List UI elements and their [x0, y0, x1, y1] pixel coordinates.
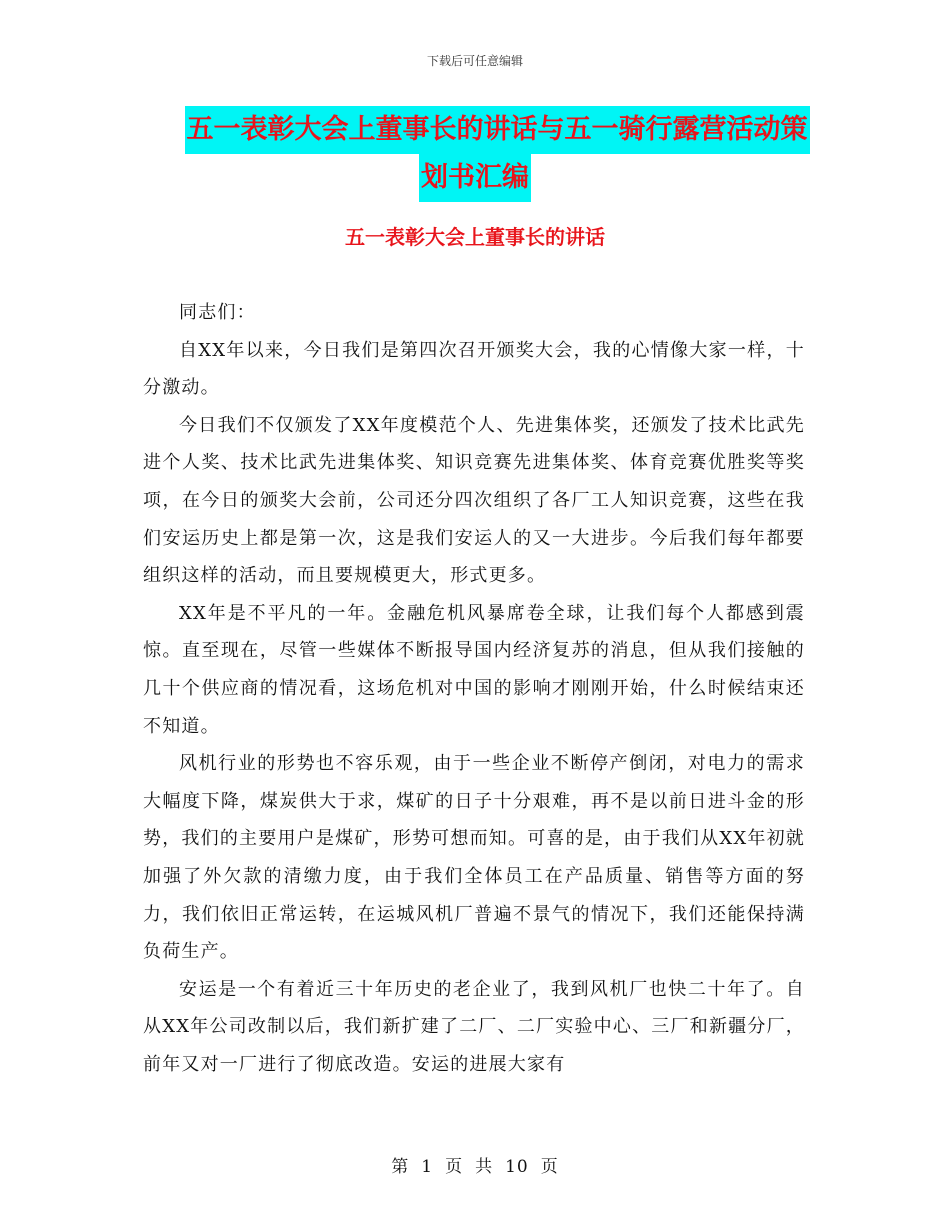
paragraph: 今日我们不仅颁发了XX年度模范个人、先进集体奖，还颁发了技术比武先进个人奖、技术比武先进集体奖、知识竞赛先进集体奖、体育竞赛优胜奖等奖项，在今日的颁奖大会前，公司还分四次组织了各厂工人知识竞赛，这些在我们安运历史上都是第一次，这是我们安运人的又一大进步。今后我们每年都要组织这样的活动，而且要规模更大，形式更多。	[143, 414, 805, 587]
footer-prefix: 第	[391, 1157, 410, 1177]
section-title: 五一表彰大会上董事长的讲话	[345, 225, 605, 249]
footer-total-pages: 10	[505, 1157, 529, 1177]
salutation: 同志们：	[179, 302, 256, 323]
paragraph: 安运是一个有着近三十年历史的老企业了，我到风机厂也快二十年了。自从XX年公司改制以后，我们新扩建了二厂、二厂实验中心、三厂和新疆分厂，前年又对一厂进行了彻底改造。安运的进展大家有	[143, 978, 805, 1075]
paragraph: 自XX年以来，今日我们是第四次召开颁奖大会，我的心情像大家一样，十分激动。	[143, 339, 805, 399]
paragraph: 风机行业的形势也不容乐观，由于一些企业不断停产倒闭，对电力的需求大幅度下降，煤炭供大于求，煤矿的日子十分艰难，再不是以前日进斗金的形势，我们的主要用户是煤矿，形势可想而知。可喜的是，由于我们从XX年初就加强了外欠款的清缴力度，由于我们全体员工在产品质量、销售等方面的努力，我们依旧正常运转，在运城风机厂普遍不景气的情况下，我们还能保持满负荷生产。	[143, 753, 805, 963]
page-footer	[0, 1152, 950, 1177]
document-body	[143, 294, 805, 1083]
footer-page-number: 1	[421, 1157, 434, 1177]
header-note: 下载后可任意编辑	[426, 54, 523, 68]
footer-page-word: 页	[445, 1157, 464, 1177]
main-title-line-2: 划书汇编	[419, 154, 531, 202]
footer-suffix: 页	[540, 1157, 559, 1177]
paragraph: XX年是不平凡的一年。金融危机风暴席卷全球，让我们每个人都感到震惊。直至现在，尽管一些媒体不断报导国内经济复苏的消息，但从我们接触的几十个供应商的情况看，这场危机对中国的影响才刚刚开始，什么时候结束还不知道。	[143, 602, 805, 737]
document-main-title	[0, 106, 950, 202]
main-title-line-1: 五一表彰大会上董事长的讲话与五一骑行露营活动策	[185, 106, 810, 154]
footer-total-word: 共	[475, 1157, 494, 1177]
